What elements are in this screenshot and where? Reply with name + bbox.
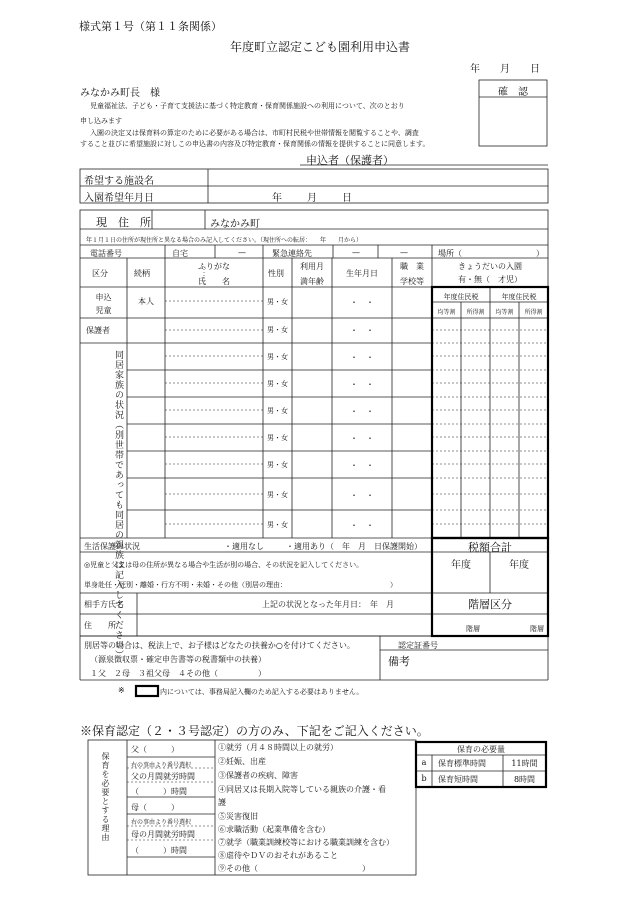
- col-sibling: きょうだいの入園: [458, 262, 522, 271]
- entry-date-field[interactable]: 年 月 日: [272, 193, 352, 204]
- reason-item: ④同居又は長期入院等している親族の介護・看: [218, 785, 386, 794]
- emergency-dash: —: [352, 248, 360, 257]
- row-child-label: 申込 児童: [95, 293, 112, 315]
- birthday-field[interactable]: ・ ・: [350, 434, 374, 443]
- col-job: 職 業: [400, 262, 424, 271]
- col-age: 満年齢: [300, 277, 324, 286]
- need-name: 保育標準時間: [438, 759, 486, 768]
- intro-line: 申し込みます: [80, 117, 122, 125]
- form-title: 年度町立認定こども園利用申込書: [230, 40, 411, 54]
- father-hours-field[interactable]: （ ）時間: [131, 787, 187, 796]
- support-line: 別居等の場合は、税法上で、お子様はどなたの扶養か○を付けてください。: [84, 641, 355, 650]
- need-name: 保育短時間: [438, 775, 478, 784]
- row-guardian-label: 保護者: [86, 326, 110, 335]
- tax-head-left: 年度住民税: [443, 293, 479, 301]
- need-title: 保育の必要量: [457, 745, 505, 754]
- facility-field[interactable]: [214, 172, 544, 184]
- mother-hours-label: 母の月間就労時間: [131, 830, 195, 839]
- kaiso-unit: 階層: [530, 625, 544, 633]
- tax-sub: 均等割: [437, 309, 456, 316]
- place-close: ）: [536, 249, 544, 258]
- reason-item: ⑦就学（職業訓練校等における職業訓練を含む）: [218, 838, 394, 847]
- need-value: 11時間: [511, 759, 538, 768]
- box-note: 内については、事務局記入欄のため記入する必要はありません。: [160, 688, 364, 696]
- cert-label: 認定証番号: [398, 641, 438, 650]
- col-zokugara: 続柄: [134, 269, 150, 278]
- tax-sub: 所得割: [466, 309, 485, 316]
- phone-home: 自宅: [172, 249, 188, 258]
- facility-label: 希望する施設名: [84, 176, 154, 187]
- col-riyou: 利用月: [300, 262, 324, 271]
- intro-line: すること並びに希望施設に対しこの申込書の内容及び特定教育・保育関係の情報を提供することに同意します。: [80, 140, 430, 148]
- tax-total-year: 年度: [509, 560, 529, 571]
- col-furigana: ふりがな: [198, 262, 230, 271]
- mother-label[interactable]: 母（ ）: [131, 803, 179, 812]
- hoiku-title: ※保育認定（２・３号認定）の方のみ、下記をご記入ください。: [80, 724, 429, 738]
- reason-item: ②妊娠、出産: [218, 757, 266, 766]
- birthday-field[interactable]: ・ ・: [350, 491, 374, 500]
- biko-label: 備考: [388, 655, 410, 668]
- emergency-label: 緊急連絡先: [272, 249, 312, 258]
- mother-hours-field[interactable]: （ ）時間: [131, 846, 187, 855]
- tax-total-year: 年度: [451, 560, 471, 571]
- single-line: 単身赴任・死別・離婚・行方不明・未婚・その他（別居の理由：: [84, 581, 287, 589]
- birthday-field[interactable]: ・ ・: [350, 380, 374, 389]
- form-id: 様式第１号（第１１条関係）: [79, 20, 222, 33]
- date-line: 年 月 日: [470, 64, 540, 75]
- col-school: 学校等: [400, 277, 424, 286]
- birthday-field[interactable]: ・ ・: [350, 461, 374, 470]
- box-note-mark: ※: [118, 686, 125, 695]
- tax-sub: 均等割: [495, 309, 514, 316]
- welfare-applied[interactable]: ・適用あり（ 年 月 日保護開始）: [286, 542, 422, 551]
- addressee: みなかみ町長 様: [80, 88, 160, 99]
- single-close: ）: [390, 581, 397, 589]
- sex-choice[interactable]: 男・女: [267, 491, 288, 499]
- jan1-note: 年１月１日の住所が現住所と異なる場合のみ記入してください。（現住所への転居： 年 月から）: [86, 237, 363, 244]
- applicant-label: 申込者（保護者）: [306, 154, 394, 167]
- col-shimei: 氏 名: [198, 277, 230, 286]
- sex-choice[interactable]: 男・女: [267, 434, 288, 442]
- confirm-label: 確 認: [498, 87, 528, 98]
- address2-label: 住 所: [84, 621, 116, 630]
- birthday-field[interactable]: ・ ・: [350, 353, 374, 362]
- birthday-field[interactable]: ・ ・: [350, 407, 374, 416]
- support-choices[interactable]: １父 ２母 ３祖父母 ４その他（ ）: [90, 669, 266, 678]
- parent-note: ◎児童と父又は母の住所が異なる場合や生活が別の場合、その状況を記入してください。: [84, 561, 364, 569]
- reason-item: ③保護者の疾病、障害: [218, 771, 298, 780]
- welfare-none[interactable]: ・適用なし: [224, 542, 264, 551]
- kaiso-label: 階層区分: [468, 598, 512, 611]
- sex-choice[interactable]: 男・女: [267, 298, 288, 306]
- sex-choice[interactable]: 男・女: [267, 380, 288, 388]
- col-sex: 性別: [268, 269, 284, 278]
- father-label[interactable]: 父（ ）: [131, 745, 179, 754]
- col-kubun: 区分: [92, 269, 108, 278]
- intro-line: 児童福祉法、子ども・子育て支援法に基づく特定教育・保育関係施設への利用について、次のとおり: [90, 102, 405, 110]
- tax-head-right: 年度住民税: [501, 293, 537, 301]
- sex-choice[interactable]: 男・女: [267, 461, 288, 469]
- emergency-dash: —: [400, 248, 408, 257]
- tax-sub: 所得割: [524, 309, 543, 316]
- support-line: （源泉徴収票・確定申告書等の税書類中の扶養）: [90, 655, 266, 664]
- reason-item: ⑨その他（ ）: [218, 864, 370, 873]
- row-child-rel: 本人: [138, 297, 154, 306]
- phone-dash: —: [238, 248, 246, 257]
- sex-choice[interactable]: 男・女: [267, 407, 288, 415]
- reason-item: ⑤災害復旧: [218, 812, 258, 821]
- need-key: b: [421, 774, 427, 783]
- need-key: a: [421, 758, 427, 767]
- reason-label: 保育を必要とする理由: [101, 752, 110, 842]
- address-field[interactable]: みなかみ町: [210, 219, 260, 230]
- partner-label: 相手方氏名: [84, 600, 124, 609]
- birthday-field[interactable]: ・ ・: [350, 521, 374, 530]
- family-note: 同居家族の状況（別世帯であっても同居の親族は記入してください）: [113, 350, 123, 660]
- partner-date[interactable]: 上記の状況となった年月日： 年 月: [262, 600, 394, 609]
- place-label: 場所（: [438, 249, 462, 258]
- welfare-label: 生活保護の状況: [84, 542, 140, 551]
- address-label: 現 住 所: [96, 216, 151, 229]
- reason-item: ⑥求職活動（起業準備を含む）: [218, 825, 330, 834]
- reason-item: 護: [218, 798, 226, 807]
- reason-item: ①就労（月４８時間以上の就労）: [218, 743, 338, 752]
- col-sibling-choice: 有・無（ 才児）: [458, 275, 522, 284]
- need-value: 8時間: [513, 775, 536, 784]
- phone-label: 電話番号: [90, 249, 122, 258]
- sex-choice[interactable]: 男・女: [267, 353, 288, 361]
- father-hours-label: 父の月間就労時間: [131, 772, 195, 781]
- intro-line: 入園の決定又は保育料の算定のために必要がある場合は、市町村民税や世帯情報を閲覧することや、調査: [90, 129, 419, 137]
- reason-item: ⑧虐待やＤＶのおそれがあること: [218, 851, 338, 860]
- tax-total-label: 税額合計: [468, 541, 512, 554]
- kaiso-unit: 階層: [466, 625, 480, 633]
- birthday-field[interactable]: ・ ・: [350, 298, 374, 307]
- mother-sub: 右の事由より番号選択: [131, 819, 192, 826]
- father-sub: 右の事由より番号選択: [131, 762, 192, 769]
- sex-choice[interactable]: 男・女: [267, 521, 288, 529]
- birthday-field[interactable]: ・ ・: [350, 326, 374, 335]
- sex-choice[interactable]: 男・女: [267, 326, 288, 334]
- col-birthday: 生年月日: [346, 269, 378, 278]
- entry-date-label: 入園希望年月日: [84, 193, 154, 204]
